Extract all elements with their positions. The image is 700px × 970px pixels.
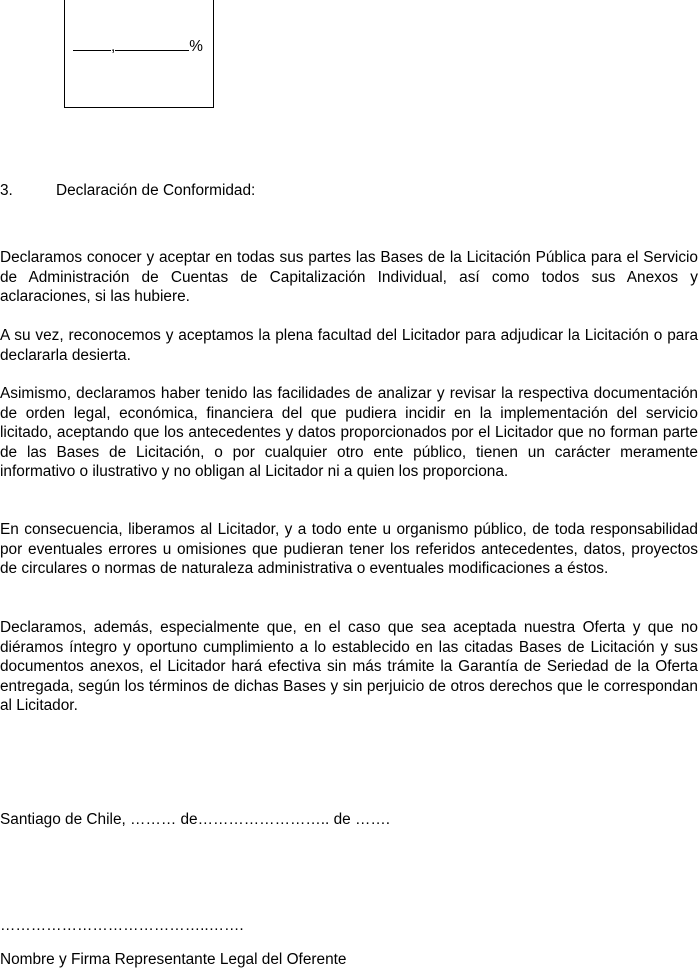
paragraph-documentation: Asimismo, declaramos haber tenido las facilidades de analizar y revisar la respectiva documentación de orden legal, económica, financiera del que pudiera incidir en la implementación del servicio licitado, aceptando que los antecedentes y datos proporcionados por el Licitador que no forman parte de las Bases de Licitación, o por cualquier otro ente público, tienen un carácter meramente informativo o ilustrativo y no obligan al Licitador ni a quien los proporciona. bbox=[0, 385, 698, 480]
signature-line: …………………………………..……. bbox=[0, 917, 244, 934]
percentage-field bbox=[73, 36, 203, 57]
paragraph-licitador-faculty: A su vez, reconocemos y aceptamos la plena facultad del Licitador para adjudicar la Licitación o para declararla desierta. bbox=[0, 327, 698, 364]
percentage-separator: , bbox=[111, 38, 116, 55]
section-title: Declaración de Conformidad: bbox=[56, 182, 256, 199]
paragraph-liability-release: En consecuencia, liberamos al Licitador, y a todo ente u organismo público, de toda responsabilidad por eventuales errores u omisiones que pudieran tener los referidos antecedentes, datos, proyectos de circulares o normas de naturaleza administrativa o eventuales modificaciones a éstos. bbox=[0, 521, 698, 577]
place-date-line: Santiago de Chile, ……… de…………………….. de ……. bbox=[0, 811, 391, 828]
section-number: 3. bbox=[0, 182, 13, 199]
percentage-decimal-blank bbox=[115, 36, 189, 51]
percentage-sign: % bbox=[189, 38, 203, 55]
paragraph-guarantee: Declaramos, además, especialmente que, en el caso que sea aceptada nuestra Oferta y que no diéramos íntegro y oportuno cumplimiento a lo establecido en las citadas Bases de Licitación y sus documentos anexos, el Licitador hará efectiva sin más trámite la Garantía de Seriedad de la Oferta entregada, según los términos de dichas Bases y sin perjuicio de otros derechos que le correspondan al Licitador. bbox=[0, 619, 698, 714]
signature-label: Nombre y Firma Representante Legal del Oferente bbox=[0, 951, 347, 968]
percentage-integer-blank bbox=[73, 36, 111, 51]
paragraph-acceptance: Declaramos conocer y aceptar en todas sus partes las Bases de la Licitación Pública para el Servicio de Administración de Cuentas de Capitalización Individual, así como todos sus Anexos y aclaraciones, si las hubiere. bbox=[0, 249, 698, 305]
section-heading bbox=[0, 181, 255, 201]
